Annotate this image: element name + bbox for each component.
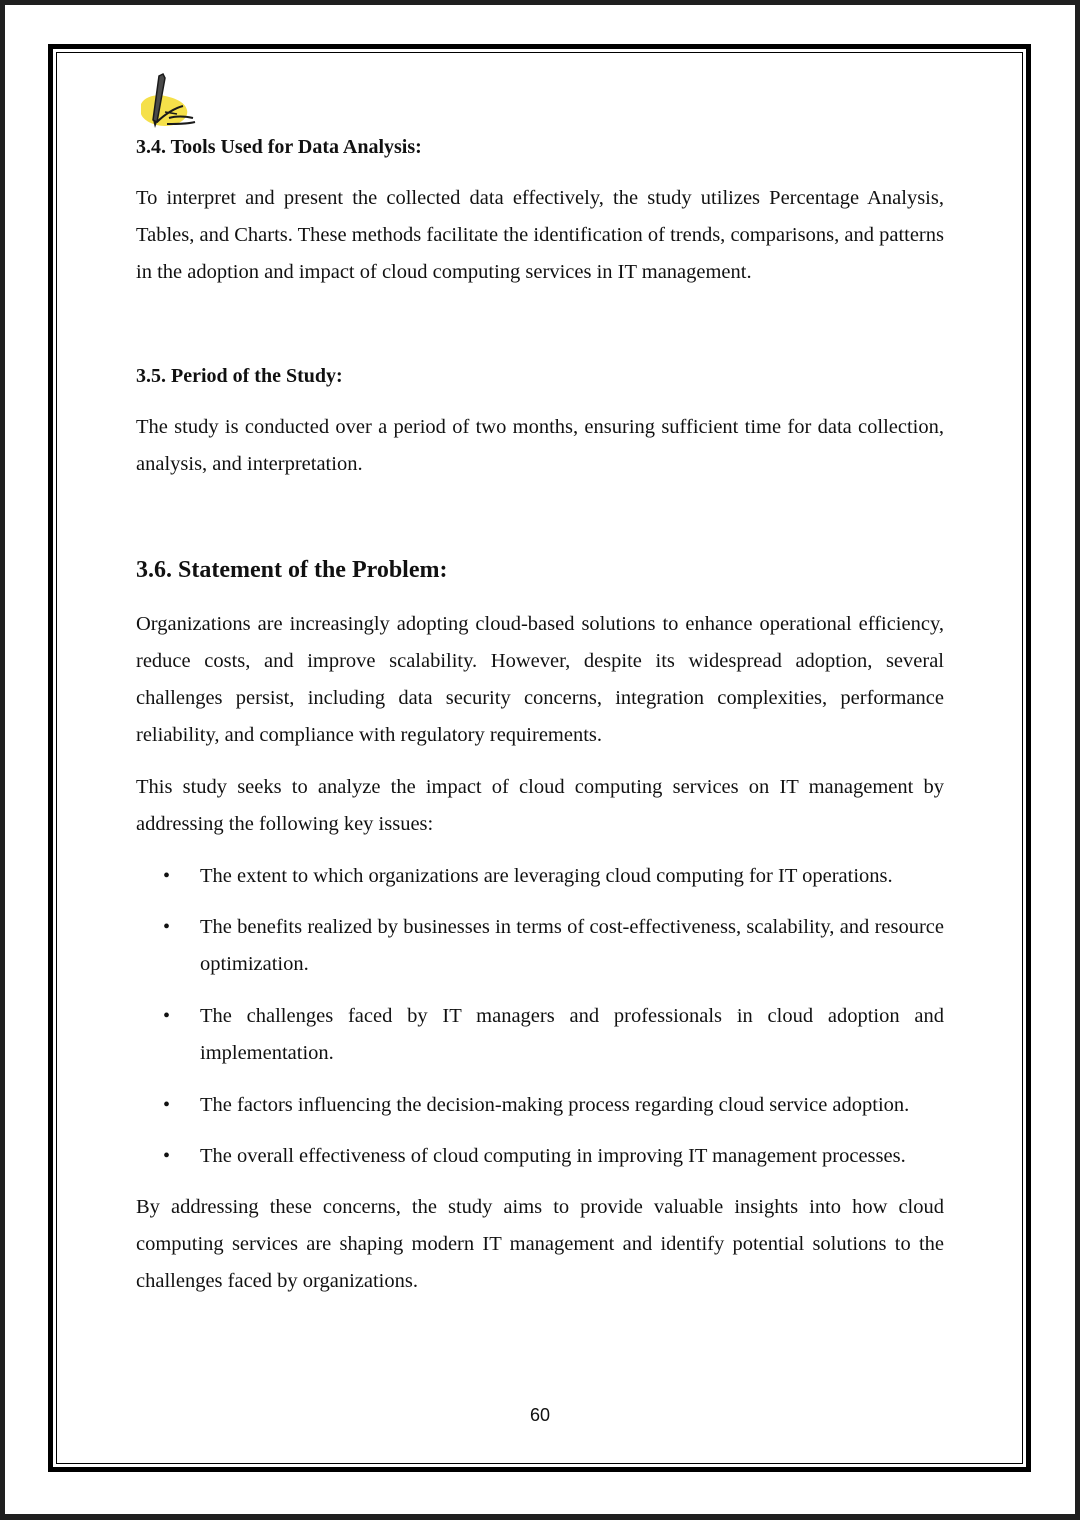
bullet-icon: • <box>163 1005 171 1027</box>
page-number: 60 <box>529 1405 551 1425</box>
pen-writing-icon <box>135 70 201 132</box>
section-3-6-paragraph-2: This study seeks to analyze the impact of cloud computing services on IT management by addressing the following key issues: <box>136 776 944 835</box>
section-3-5-heading: 3.5. Period of the Study: <box>136 365 343 387</box>
list-item-text: The challenges faced by IT managers and professionals in cloud adoption and implementation. <box>200 1005 944 1064</box>
bullet-icon: • <box>163 865 171 887</box>
list-item-text: The overall effectiveness of cloud computing in improving IT management processes. <box>200 1145 906 1167</box>
bullet-icon: • <box>163 1094 171 1116</box>
section-3-4-heading: 3.4. Tools Used for Data Analysis: <box>136 136 422 158</box>
section-3-6-heading: 3.6. Statement of the Problem: <box>136 557 448 583</box>
bullet-icon: • <box>163 1145 171 1167</box>
list-item-text: The benefits realized by businesses in terms of cost-effectiveness, scalability, and resource optimization. <box>200 916 944 975</box>
section-3-4-paragraph: To interpret and present the collected data effectively, the study utilizes Percentage Analysis, Tables, and Charts. These methods facilitate the identification of trends, comparisons, and patterns in the adoption and impact of cloud computing services in IT management. <box>136 187 944 283</box>
section-3-5-paragraph: The study is conducted over a period of two months, ensuring sufficient time for data collection, analysis, and interpretation. <box>136 416 944 475</box>
list-item-text: The extent to which organizations are leveraging cloud computing for IT operations. <box>200 865 893 887</box>
list-item-text: The factors influencing the decision-making process regarding cloud service adoption. <box>200 1094 910 1116</box>
section-3-6-paragraph-1: Organizations are increasingly adopting cloud-based solutions to enhance operational efficiency, reduce costs, and improve scalability. However, despite its widespread adoption, several challenges persist, including data security concerns, integration complexities, performance reliability, and compliance with regulatory requirements. <box>136 613 944 746</box>
bullet-icon: • <box>163 916 171 938</box>
section-3-6-conclusion: By addressing these concerns, the study aims to provide valuable insights into how cloud computing services are shaping modern IT management and identify potential solutions to the challenges faced by organizations. <box>136 1196 944 1292</box>
